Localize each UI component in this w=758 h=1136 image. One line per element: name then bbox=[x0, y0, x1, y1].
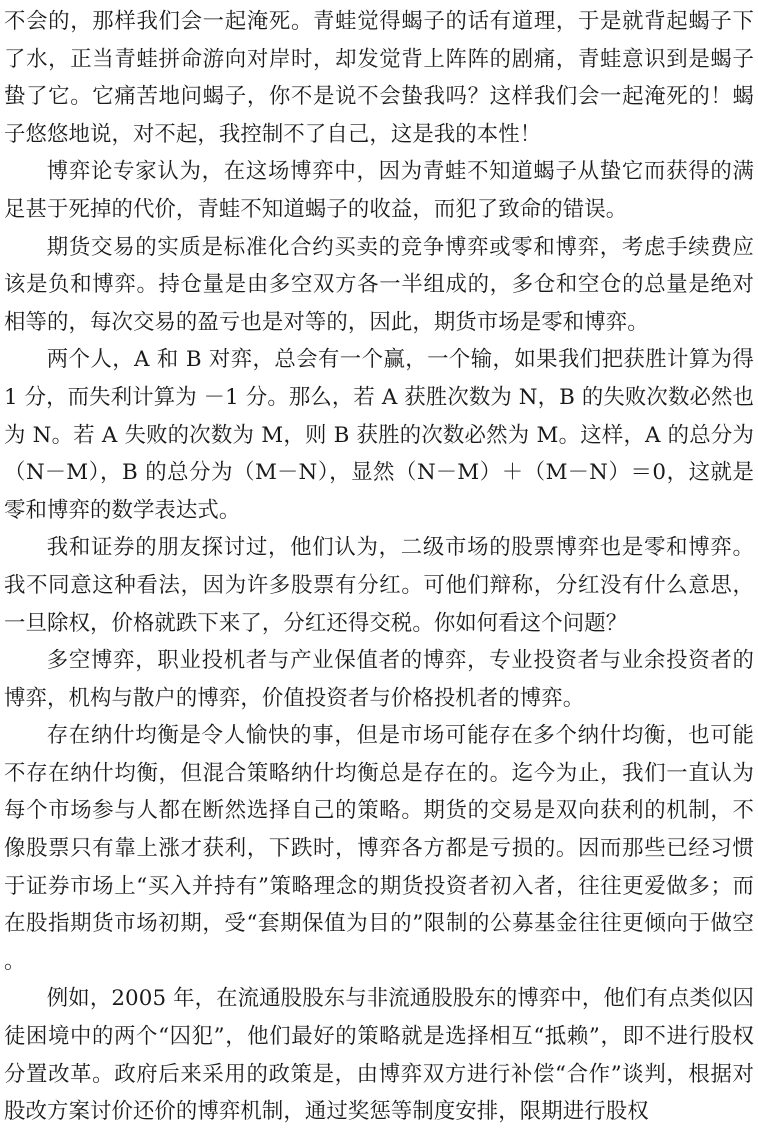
paragraph-game-theory-expert: 博弈论专家认为，在这场博弈中，因为青蛙不知道蝎子从蛰它而获得的满足甚于死掉的代价，青蛙不知道蝎子的收益，而犯了致命的错误。 bbox=[4, 159, 754, 222]
paragraph-2005-reform: 例如，2005 年，在流通股股东与非流通股股东的博弈中，他们有点类似囚徒困境中的两个“囚犯”，他们最好的策略就是选择相互“抵赖”，即不进行股权分置改革。政府后来采用的政策是，由博弈双方进行补偿“合作”谈判，根据对股改方案讨价还价的博弈机制，通过奖惩等制度安排，限期进行股权 bbox=[4, 986, 754, 1125]
paragraph-nash-equilibrium: 存在纳什均衡是令人愉快的事，但是市场可能存在多个纳什均衡，也可能不存在纳什均衡，但混合策略纳什均衡总是存在的。迄今为止，我们一直认为每个市场参与人都在断然选择自己的策略。期货的交易是双向获利的机制，不像股票只有靠上涨才获利，下跌时，博弈各方都是亏损的。因而那些已经习惯于证券市场上“买入并持有”策略理念的期货投资者初入者，往往更爱做多；而在股指期货市场初期，受“套期保值为目的”限制的公募基金往往更倾向于做空。 bbox=[4, 723, 754, 974]
paragraph-futures-zero-sum: 期货交易的实质是标准化合约买卖的竞争博弈或零和博弈，考虑手续费应该是负和博弈。持仓量是由多空双方各一半组成的，多仓和空仓的总量是绝对相等的，每次交易的盈亏也是对等的，因此，期货市场是零和博弈。 bbox=[4, 234, 754, 335]
paragraph-frog-scorpion-story: 不会的，那样我们会一起淹死。青蛙觉得蝎子的话有道理，于是就背起蝎子下了水，正当青蛙拼命游向对岸时，却发觉背上阵阵的剧痛，青蛙意识到是蝎子蛰了它。它痛苦地问蝎子，你不是说不会蛰我吗？这样我们会一起淹死的！蝎子悠悠地说，对不起，我控制不了自己，这是我的本性！ bbox=[4, 9, 754, 147]
paragraph-game-types: 多空博弈，职业投机者与产业保值者的博弈，专业投资者与业余投资者的博弈，机构与散户的博弈，价值投资者与价格投机者的博弈。 bbox=[4, 648, 754, 711]
paragraph-zero-sum-math: 两个人，A 和 B 对弈，总会有一个赢，一个输，如果我们把获胜计算为得 1 分，而失利计算为 －1 分。那么，若 A 获胜次数为 N，B 的失败次数必然也为 N。若 A 失败的次数为 M，则 B 获胜的次数必然为 M。这样，A 的总分为（N－M），B 的总分为（M－N），显然（N－M）＋（M－N）＝0，这就是零和博弈的数学表达式。 bbox=[4, 347, 754, 523]
paragraph-stock-dividends: 我和证券的朋友探讨过，他们认为，二级市场的股票博弈也是零和博弈。我不同意这种看法，因为许多股票有分红。可他们辩称，分红没有什么意思，一旦除权，价格就跌下来了，分红还得交税。你如何看这个问题？ bbox=[4, 535, 754, 636]
